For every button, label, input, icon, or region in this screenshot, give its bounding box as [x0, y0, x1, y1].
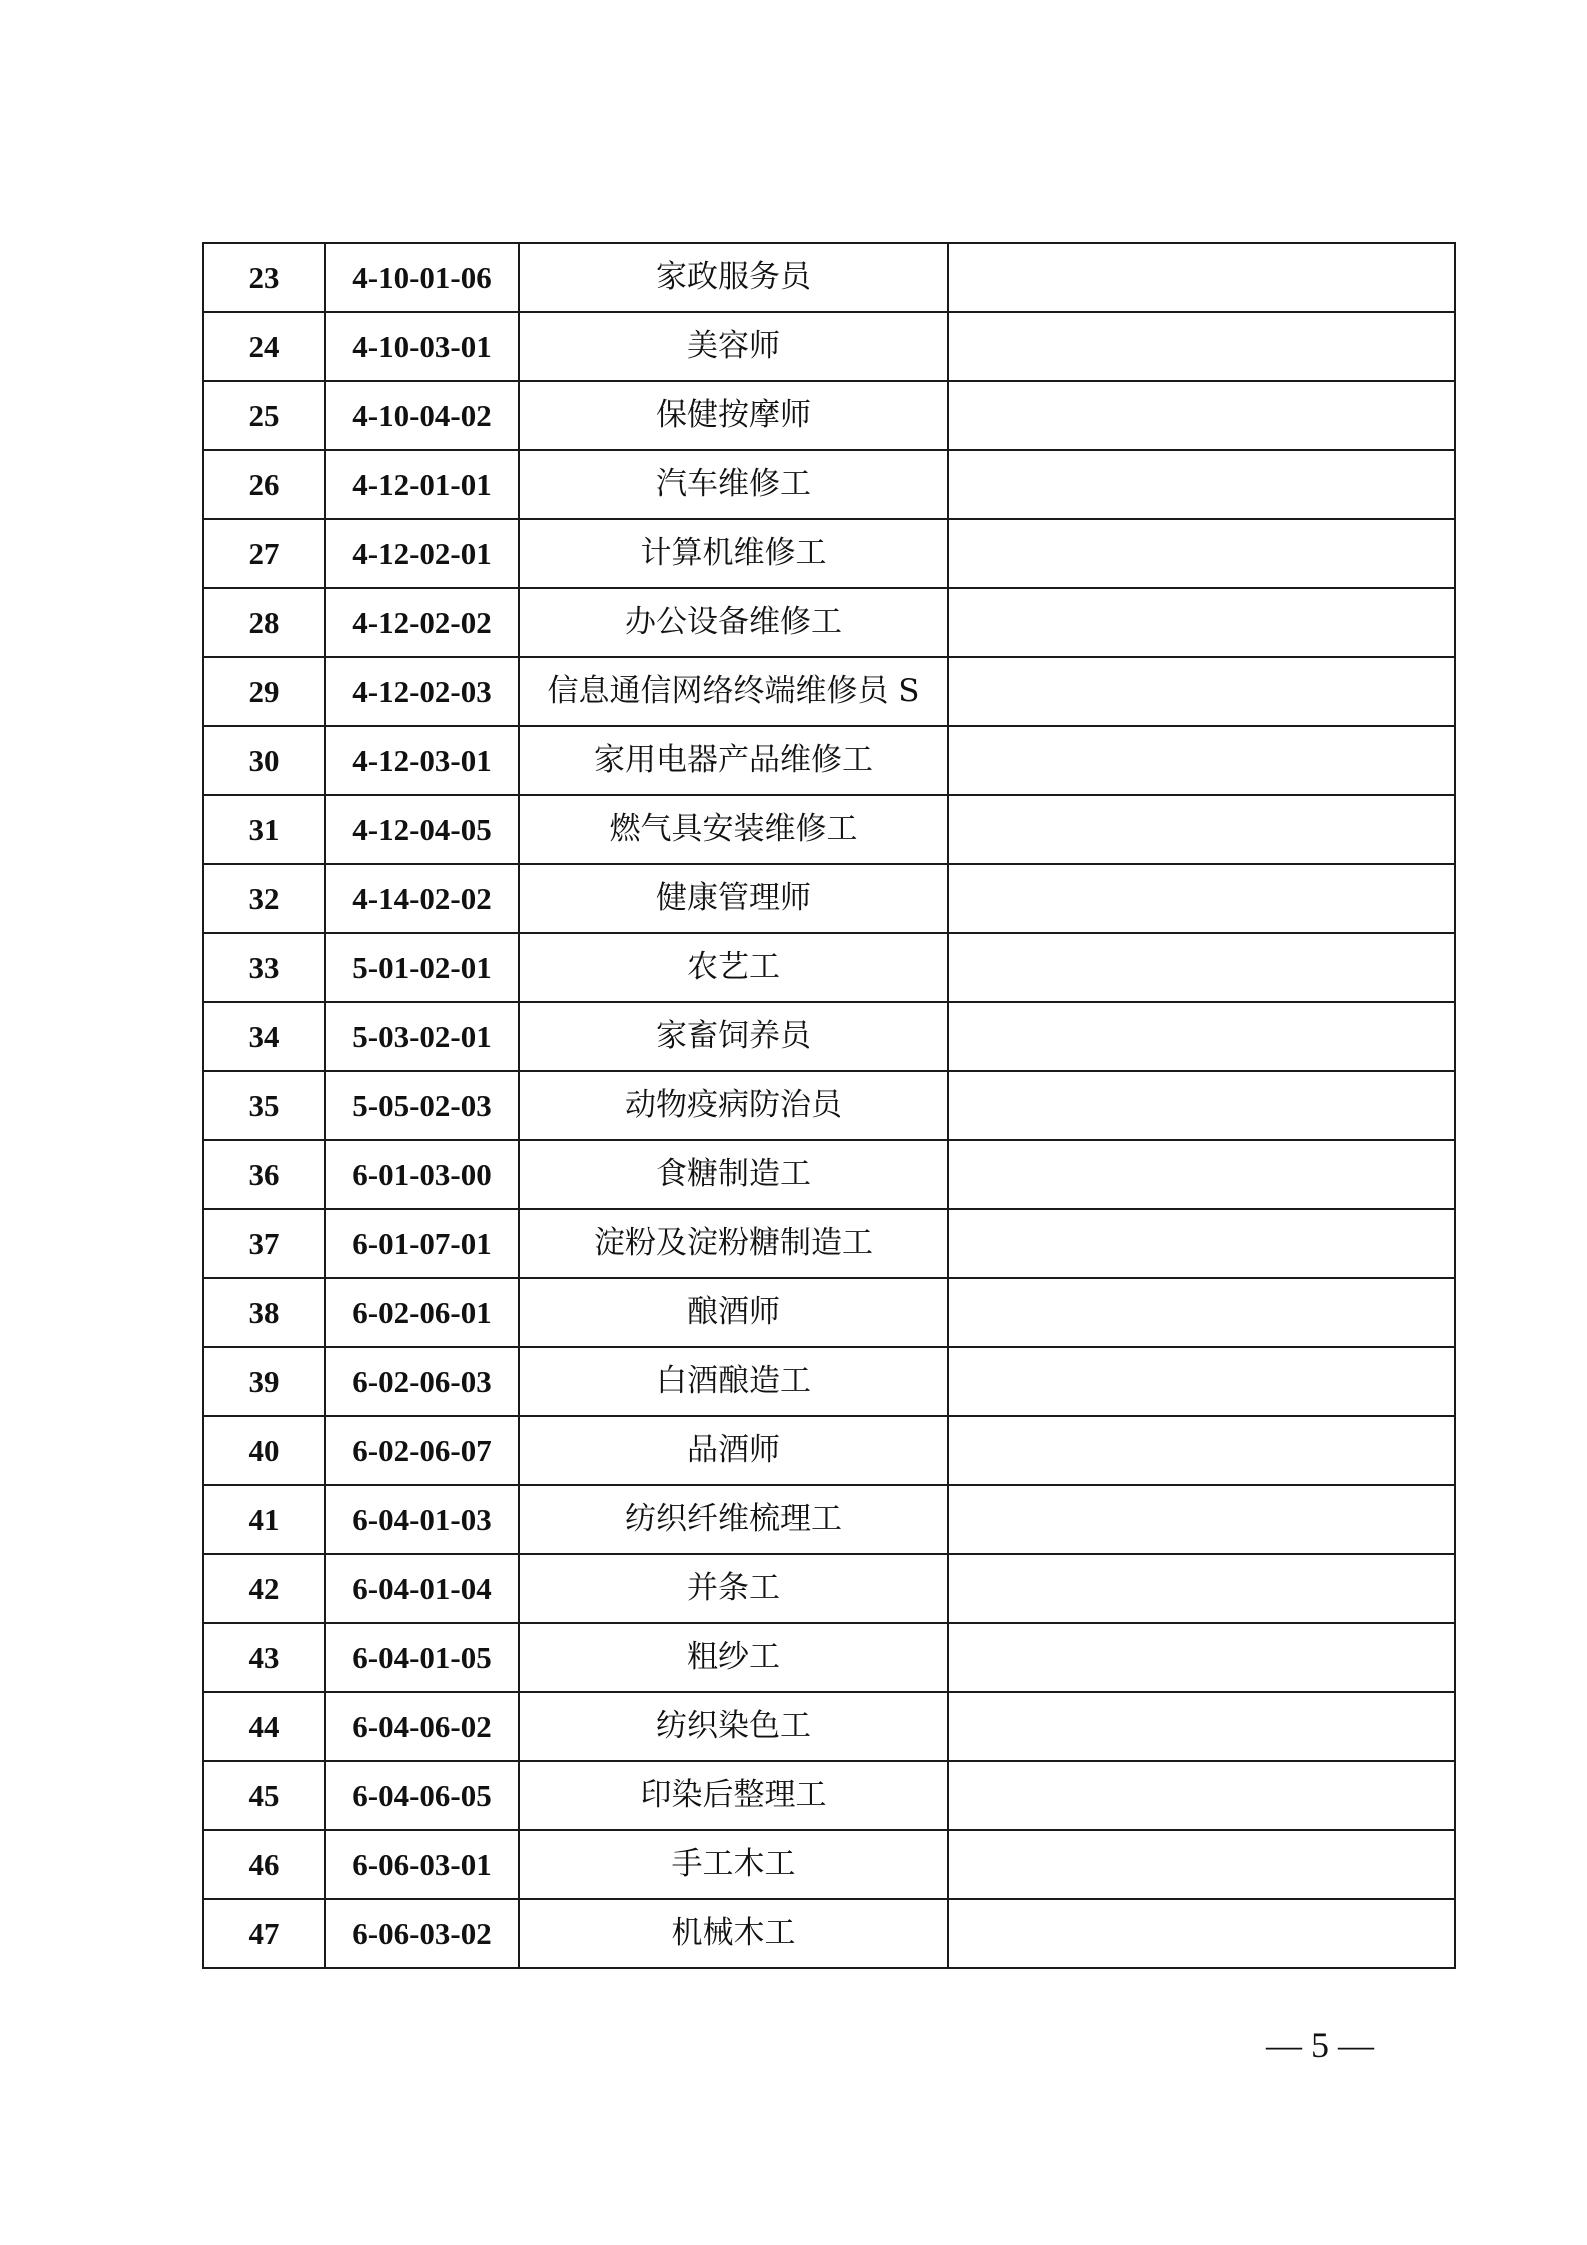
- row-number-cell: 37: [203, 1209, 325, 1278]
- occupation-name-cell: 农艺工: [519, 933, 948, 1002]
- occupation-name-cell: 计算机维修工: [519, 519, 948, 588]
- table-row: [203, 1347, 1455, 1416]
- occupation-code-cell: 6-06-03-02: [325, 1899, 519, 1968]
- table-row: [203, 1140, 1455, 1209]
- remark-cell: [948, 1761, 1455, 1830]
- remark-cell: [948, 519, 1455, 588]
- occupation-code-cell: 4-12-03-01: [325, 726, 519, 795]
- occupation-name-cell: 酿酒师: [519, 1278, 948, 1347]
- remark-cell: [948, 1554, 1455, 1623]
- occupation-name-cell: 家用电器产品维修工: [519, 726, 948, 795]
- remark-cell: [948, 795, 1455, 864]
- table-row: [203, 657, 1455, 726]
- occupation-code-cell: 6-04-01-04: [325, 1554, 519, 1623]
- occupation-name-cell: 动物疫病防治员: [519, 1071, 948, 1140]
- table-row: [203, 1485, 1455, 1554]
- table-row: [203, 1899, 1455, 1968]
- remark-cell: [948, 312, 1455, 381]
- table-row: [203, 1071, 1455, 1140]
- remark-cell: [948, 1140, 1455, 1209]
- occupation-name-cell: 食糖制造工: [519, 1140, 948, 1209]
- table-row: [203, 519, 1455, 588]
- occupation-name-cell: 品酒师: [519, 1416, 948, 1485]
- row-number-cell: 32: [203, 864, 325, 933]
- table-row: [203, 1830, 1455, 1899]
- occupation-name-cell: 家畜饲养员: [519, 1002, 948, 1071]
- table-row: [203, 1692, 1455, 1761]
- occupation-code-cell: 5-05-02-03: [325, 1071, 519, 1140]
- row-number-cell: 29: [203, 657, 325, 726]
- remark-cell: [948, 588, 1455, 657]
- remark-cell: [948, 243, 1455, 312]
- remark-cell: [948, 1485, 1455, 1554]
- occupation-name-cell: 手工木工: [519, 1830, 948, 1899]
- remark-cell: [948, 1347, 1455, 1416]
- occupation-name-cell: 健康管理师: [519, 864, 948, 933]
- remark-cell: [948, 1692, 1455, 1761]
- row-number-cell: 42: [203, 1554, 325, 1623]
- row-number-cell: 39: [203, 1347, 325, 1416]
- remark-cell: [948, 864, 1455, 933]
- table-row: [203, 795, 1455, 864]
- row-number-cell: 41: [203, 1485, 325, 1554]
- occupation-code-cell: 6-04-01-03: [325, 1485, 519, 1554]
- row-number-cell: 25: [203, 381, 325, 450]
- occupation-code-cell: 5-03-02-01: [325, 1002, 519, 1071]
- remark-cell: [948, 933, 1455, 1002]
- occupation-code-cell: 6-02-06-01: [325, 1278, 519, 1347]
- occupation-code-cell: 4-10-04-02: [325, 381, 519, 450]
- table-row: [203, 1761, 1455, 1830]
- occupation-code-cell: 6-02-06-03: [325, 1347, 519, 1416]
- occupation-name-cell: 燃气具安装维修工: [519, 795, 948, 864]
- row-number-cell: 35: [203, 1071, 325, 1140]
- occupation-code-cell: 6-01-07-01: [325, 1209, 519, 1278]
- remark-cell: [948, 1830, 1455, 1899]
- row-number-cell: 46: [203, 1830, 325, 1899]
- row-number-cell: 47: [203, 1899, 325, 1968]
- remark-cell: [948, 1899, 1455, 1968]
- table-row: [203, 450, 1455, 519]
- table-row: [203, 312, 1455, 381]
- remark-cell: [948, 450, 1455, 519]
- table-row: [203, 1416, 1455, 1485]
- remark-cell: [948, 1002, 1455, 1071]
- occupation-name-cell: 粗纱工: [519, 1623, 948, 1692]
- occupation-code-cell: 6-04-06-02: [325, 1692, 519, 1761]
- occupation-code-cell: 4-12-02-01: [325, 519, 519, 588]
- row-number-cell: 44: [203, 1692, 325, 1761]
- table-row: [203, 588, 1455, 657]
- row-number-cell: 24: [203, 312, 325, 381]
- occupation-code-cell: 5-01-02-01: [325, 933, 519, 1002]
- table-row: [203, 1623, 1455, 1692]
- occupation-name-cell: 纺织染色工: [519, 1692, 948, 1761]
- occupation-table: [202, 242, 1456, 1969]
- occupation-code-cell: 4-12-01-01: [325, 450, 519, 519]
- table-row: [203, 726, 1455, 795]
- remark-cell: [948, 1623, 1455, 1692]
- row-number-cell: 26: [203, 450, 325, 519]
- occupation-table-body: [203, 243, 1455, 1968]
- occupation-name-cell: 美容师: [519, 312, 948, 381]
- row-number-cell: 27: [203, 519, 325, 588]
- table-row: [203, 1554, 1455, 1623]
- page-number: — 5 —: [1266, 2025, 1374, 2065]
- occupation-name-cell: 淀粉及淀粉糖制造工: [519, 1209, 948, 1278]
- row-number-cell: 31: [203, 795, 325, 864]
- remark-cell: [948, 1278, 1455, 1347]
- table-row: [203, 243, 1455, 312]
- occupation-code-cell: 6-01-03-00: [325, 1140, 519, 1209]
- row-number-cell: 28: [203, 588, 325, 657]
- row-number-cell: 23: [203, 243, 325, 312]
- remark-cell: [948, 381, 1455, 450]
- occupation-name-cell: 印染后整理工: [519, 1761, 948, 1830]
- remark-cell: [948, 726, 1455, 795]
- row-number-cell: 33: [203, 933, 325, 1002]
- occupation-code-cell: 6-04-06-05: [325, 1761, 519, 1830]
- occupation-name-cell: 信息通信网络终端维修员 S: [519, 657, 948, 726]
- occupation-name-cell: 并条工: [519, 1554, 948, 1623]
- row-number-cell: 45: [203, 1761, 325, 1830]
- remark-cell: [948, 1209, 1455, 1278]
- occupation-code-cell: 4-14-02-02: [325, 864, 519, 933]
- remark-cell: [948, 1416, 1455, 1485]
- row-number-cell: 36: [203, 1140, 325, 1209]
- table-row: [203, 933, 1455, 1002]
- table-row: [203, 381, 1455, 450]
- occupation-code-cell: 6-04-01-05: [325, 1623, 519, 1692]
- occupation-name-cell: 家政服务员: [519, 243, 948, 312]
- occupation-code-cell: 4-10-01-06: [325, 243, 519, 312]
- row-number-cell: 40: [203, 1416, 325, 1485]
- occupation-name-cell: 汽车维修工: [519, 450, 948, 519]
- occupation-name-cell: 白酒酿造工: [519, 1347, 948, 1416]
- occupation-name-cell: 保健按摩师: [519, 381, 948, 450]
- occupation-name-cell: 办公设备维修工: [519, 588, 948, 657]
- row-number-cell: 38: [203, 1278, 325, 1347]
- remark-cell: [948, 1071, 1455, 1140]
- occupation-code-cell: 4-12-02-03: [325, 657, 519, 726]
- occupation-code-cell: 4-12-02-02: [325, 588, 519, 657]
- row-number-cell: 34: [203, 1002, 325, 1071]
- occupation-name-cell: 机械木工: [519, 1899, 948, 1968]
- table-row: [203, 1002, 1455, 1071]
- occupation-code-cell: 4-12-04-05: [325, 795, 519, 864]
- occupation-code-cell: 6-02-06-07: [325, 1416, 519, 1485]
- table-row: [203, 864, 1455, 933]
- occupation-code-cell: 6-06-03-01: [325, 1830, 519, 1899]
- row-number-cell: 30: [203, 726, 325, 795]
- remark-cell: [948, 657, 1455, 726]
- row-number-cell: 43: [203, 1623, 325, 1692]
- occupation-code-cell: 4-10-03-01: [325, 312, 519, 381]
- table-row: [203, 1278, 1455, 1347]
- table-row: [203, 1209, 1455, 1278]
- occupation-name-cell: 纺织纤维梳理工: [519, 1485, 948, 1554]
